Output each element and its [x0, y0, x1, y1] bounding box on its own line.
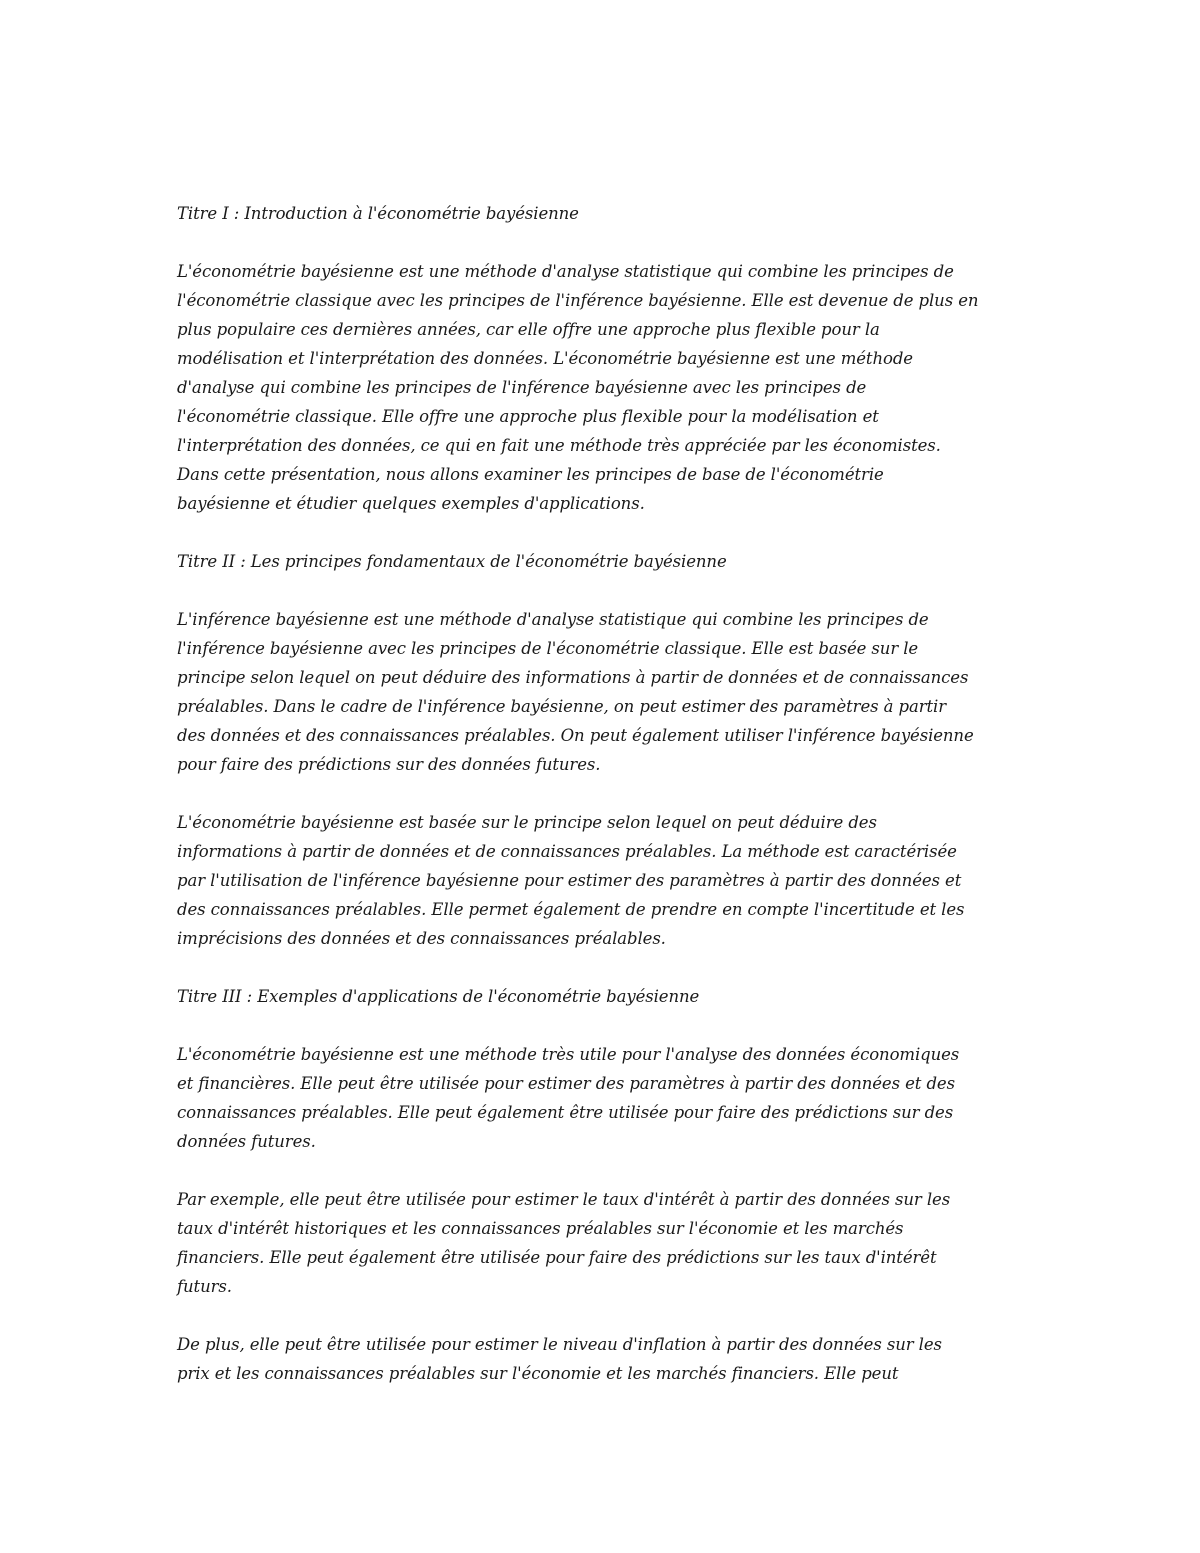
body-paragraph [177, 257, 1027, 518]
paragraph-line: financiers. Elle peut également être utilisée pour faire des prédictions sur les taux d'intérêt [177, 1248, 937, 1267]
body-paragraph [177, 1185, 1027, 1301]
section-title: Titre I : Introduction à l'économétrie bayésienne [177, 204, 579, 223]
paragraph-line: Dans cette présentation, nous allons examiner les principes de base de l'économétrie [177, 465, 884, 484]
section-title: Titre II : Les principes fondamentaux de l'économétrie bayésienne [177, 552, 727, 571]
paragraph-line: L'économétrie bayésienne est basée sur le principe selon lequel on peut déduire des [177, 813, 877, 832]
paragraph-line: d'analyse qui combine les principes de l'inférence bayésienne avec les principes de [177, 378, 867, 397]
paragraph-line: connaissances préalables. Elle peut également être utilisée pour faire des prédictions sur des [177, 1103, 954, 1122]
paragraph-line: l'inférence bayésienne avec les principes de l'économétrie classique. Elle est basée sur le [177, 639, 919, 658]
paragraph-line: pour faire des prédictions sur des données futures. [177, 755, 601, 774]
paragraph-line: données futures. [177, 1132, 316, 1151]
body-paragraph [177, 1330, 1027, 1388]
paragraph-line: L'inférence bayésienne est une méthode d'analyse statistique qui combine les principes de [177, 610, 929, 629]
paragraph-line: l'économétrie classique avec les principes de l'inférence bayésienne. Elle est devenue de plus en [177, 291, 979, 310]
paragraph-line: des données et des connaissances préalables. On peut également utiliser l'inférence bayésienne [177, 726, 974, 745]
paragraph-line: des connaissances préalables. Elle permet également de prendre en compte l'incertitude et les [177, 900, 965, 919]
paragraph-line: et financières. Elle peut être utilisée pour estimer des paramètres à partir des données et des [177, 1074, 955, 1093]
paragraph-line: principe selon lequel on peut déduire des informations à partir de données et de connaissances [177, 668, 969, 687]
paragraph-line: l'interprétation des données, ce qui en fait une méthode très appréciée par les économistes. [177, 436, 941, 455]
paragraph-line: De plus, elle peut être utilisée pour estimer le niveau d'inflation à partir des données sur les [177, 1335, 942, 1354]
paragraph-line: L'économétrie bayésienne est une méthode d'analyse statistique qui combine les principes de [177, 262, 954, 281]
body-paragraph [177, 1040, 1027, 1156]
paragraph-line: informations à partir de données et de connaissances préalables. La méthode est caractérisée [177, 842, 957, 861]
paragraph-line: taux d'intérêt historiques et les connaissances préalables sur l'économie et les marchés [177, 1219, 904, 1238]
paragraph-line: imprécisions des données et des connaissances préalables. [177, 929, 666, 948]
document-body [177, 199, 1027, 1417]
paragraph-line: bayésienne et étudier quelques exemples d'applications. [177, 494, 645, 513]
paragraph-line: plus populaire ces dernières années, car elle offre une approche plus flexible pour la [177, 320, 880, 339]
paragraph-line: prix et les connaissances préalables sur l'économie et les marchés financiers. Elle peut [177, 1364, 899, 1383]
paragraph-line: par l'utilisation de l'inférence bayésienne pour estimer des paramètres à partir des données et [177, 871, 962, 890]
paragraph-line: Par exemple, elle peut être utilisée pour estimer le taux d'intérêt à partir des données sur les [177, 1190, 951, 1209]
body-paragraph [177, 808, 1027, 953]
paragraph-line: l'économétrie classique. Elle offre une approche plus flexible pour la modélisation et [177, 407, 879, 426]
paragraph-line: L'économétrie bayésienne est une méthode très utile pour l'analyse des données économiques [177, 1045, 960, 1064]
paragraph-line: futurs. [177, 1277, 232, 1296]
paragraph-line: préalables. Dans le cadre de l'inférence bayésienne, on peut estimer des paramètres à partir [177, 697, 946, 716]
section-title: Titre III : Exemples d'applications de l'économétrie bayésienne [177, 987, 700, 1006]
paragraph-line: modélisation et l'interprétation des données. L'économétrie bayésienne est une méthode [177, 349, 913, 368]
body-paragraph [177, 605, 1027, 779]
